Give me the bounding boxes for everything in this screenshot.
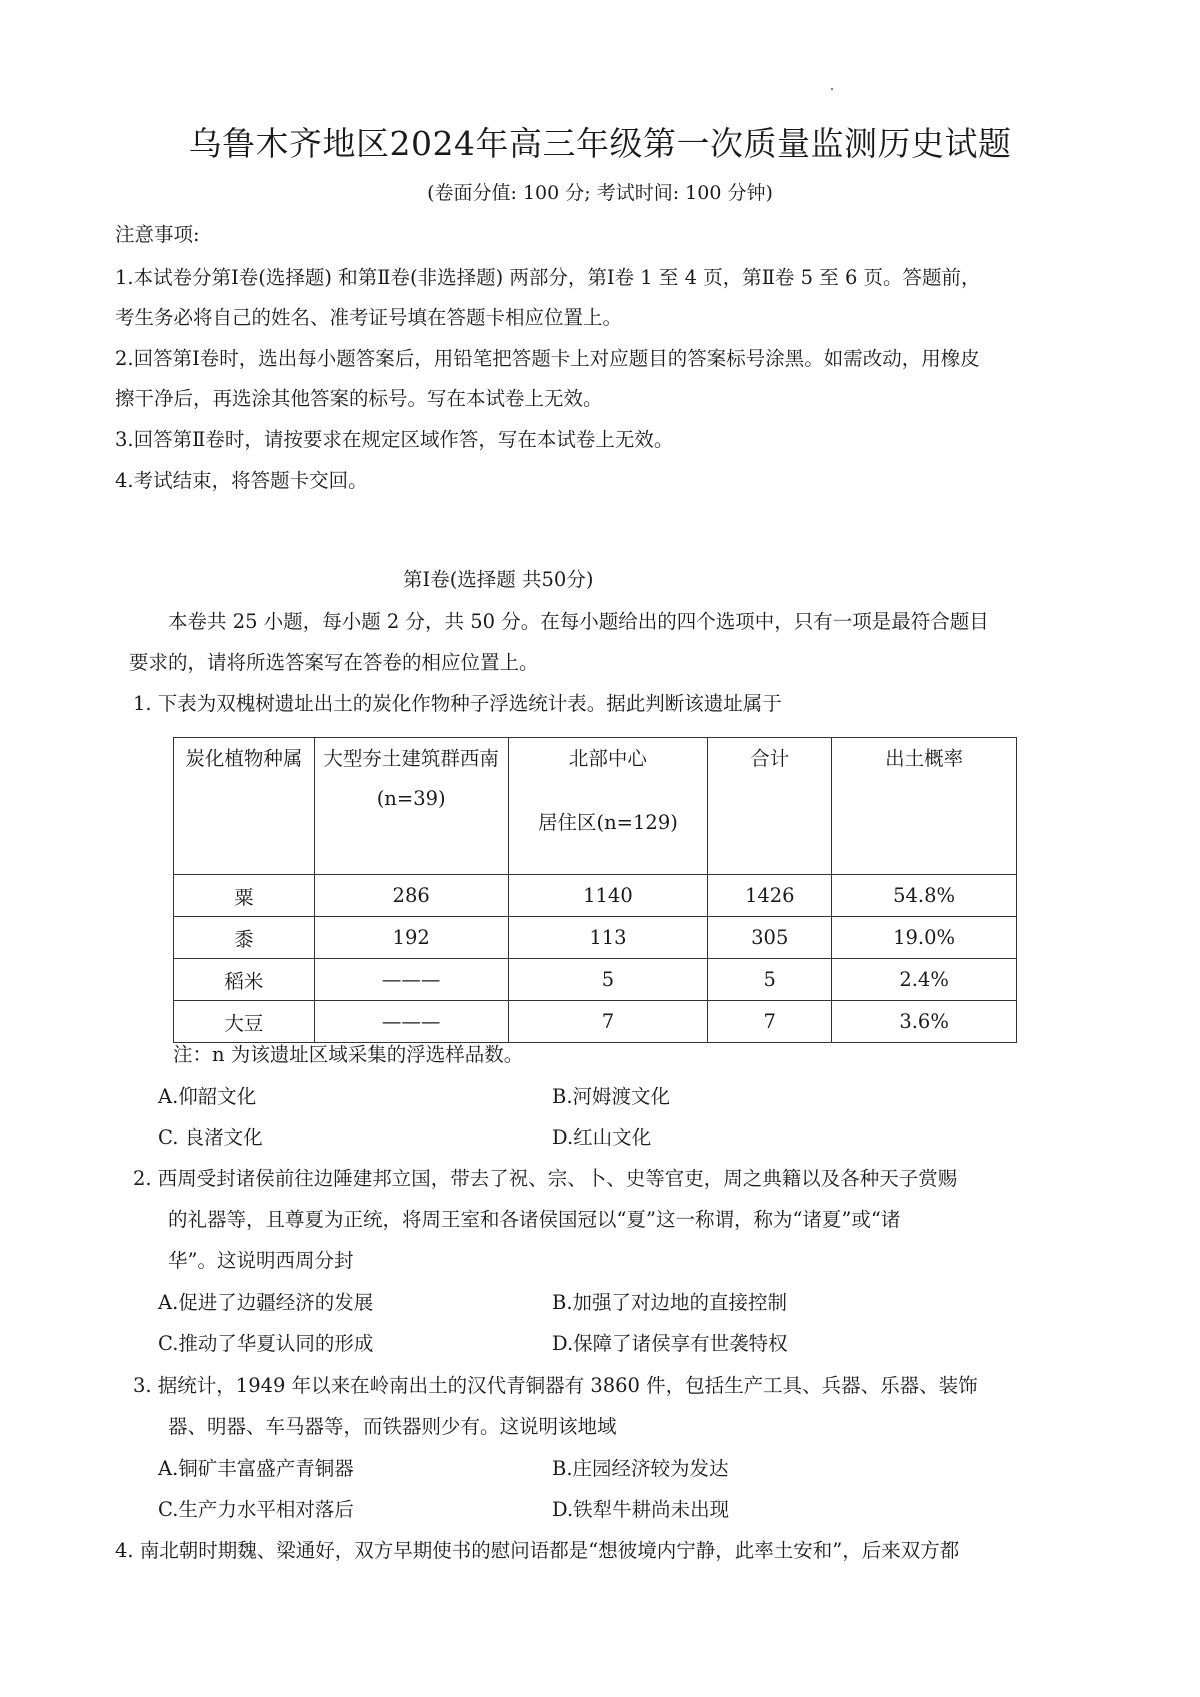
page-subtitle: (卷面分值: 100 分; 考试时间: 100 分钟) bbox=[427, 182, 773, 204]
table-cell: 粟 bbox=[174, 875, 315, 917]
notice-line: 3.回答第Ⅱ卷时，请按要求在规定区域作答，写在本试卷上无效。 bbox=[115, 428, 674, 451]
table-cell: 5 bbox=[708, 959, 832, 1001]
notice-line: 擦干净后，再选涂其他答案的标号。写在本试卷上无效。 bbox=[115, 387, 603, 410]
question-2-stem: 华”。这说明西周分封 bbox=[168, 1249, 354, 1272]
question-1-stem: 1. 下表为双槐树遗址出土的炭化作物种子浮选统计表。据此判断该遗址属于 bbox=[133, 692, 782, 715]
table-cell: 黍 bbox=[174, 917, 315, 959]
table-cell: 1426 bbox=[708, 875, 832, 917]
notice-line: 4.考试结束，将答题卡交回。 bbox=[115, 469, 368, 492]
table-row bbox=[174, 875, 1017, 917]
table-cell: 19.0% bbox=[832, 917, 1017, 959]
option-c: C.推动了华夏认同的形成 bbox=[158, 1332, 374, 1355]
table-cell: 305 bbox=[708, 917, 832, 959]
table-cell: ——— bbox=[314, 1001, 508, 1043]
option-d: D.铁犁牛耕尚未出现 bbox=[552, 1498, 730, 1521]
table-cell: 7 bbox=[708, 1001, 832, 1043]
table-cell: 5 bbox=[508, 959, 708, 1001]
option-c: C.生产力水平相对落后 bbox=[158, 1498, 354, 1521]
table-cell: ——— bbox=[314, 959, 508, 1001]
seed-statistics-table bbox=[173, 737, 1017, 1043]
table-header-cell: 炭化植物种属 bbox=[174, 738, 315, 875]
option-c: C. 良渚文化 bbox=[158, 1126, 263, 1149]
table-cell: 大豆 bbox=[174, 1001, 315, 1043]
table-note: 注：n 为该遗址区域采集的浮选样品数。 bbox=[173, 1043, 524, 1066]
table-header-row bbox=[174, 738, 1017, 875]
table-cell: 192 bbox=[314, 917, 508, 959]
scan-speck bbox=[831, 88, 833, 90]
table-row bbox=[174, 959, 1017, 1001]
question-3-stem: 3. 据统计，1949 年以来在岭南出土的汉代青铜器有 3860 件，包括生产工具、兵器、乐器、装饰 bbox=[133, 1374, 978, 1397]
notice-line: 2.回答第Ⅰ卷时，选出每小题答案后，用铅笔把答题卡上对应题目的答案标号涂黑。如需改动，用橡皮 bbox=[115, 347, 980, 370]
table-cell: 113 bbox=[508, 917, 708, 959]
question-3-stem: 器、明器、车马器等，而铁器则少有。这说明该地域 bbox=[168, 1415, 617, 1438]
option-d: D.红山文化 bbox=[552, 1126, 652, 1149]
question-2-stem: 2. 西周受封诸侯前往边陲建邦立国，带去了祝、宗、卜、史等官吏，周之典籍以及各种天子赏赐 bbox=[133, 1167, 958, 1190]
option-d: D.保障了诸侯享有世袭特权 bbox=[552, 1332, 788, 1355]
option-b: B.庄园经济较为发达 bbox=[552, 1457, 729, 1480]
table-header-cell: 出土概率 bbox=[832, 738, 1017, 875]
option-b: B.河姆渡文化 bbox=[552, 1085, 671, 1108]
table-cell: 2.4% bbox=[832, 959, 1017, 1001]
table-row bbox=[174, 917, 1017, 959]
table-header-cell: 合计 bbox=[708, 738, 832, 875]
table-header-cell: 北部中心 居住区(n=129) bbox=[508, 738, 708, 875]
table-cell: 7 bbox=[508, 1001, 708, 1043]
table-cell: 54.8% bbox=[832, 875, 1017, 917]
table-cell: 1140 bbox=[508, 875, 708, 917]
section-intro: 要求的，请将所选答案写在答卷的相应位置上。 bbox=[129, 651, 539, 674]
option-a: A.促进了边疆经济的发展 bbox=[158, 1291, 374, 1314]
option-a: A.铜矿丰富盛产青铜器 bbox=[158, 1457, 354, 1480]
option-a: A.仰韶文化 bbox=[158, 1085, 257, 1108]
question-4-stem: 4. 南北朝时期魏、梁通好，双方早期使书的慰问语都是“想彼境内宁静，此率土安和”，后来双方都 bbox=[115, 1539, 960, 1562]
notice-line: 1.本试卷分第Ⅰ卷(选择题) 和第Ⅱ卷(非选择题) 两部分，第Ⅰ卷 1 至 4 页，第Ⅱ卷 5 至 6 页。答题前， bbox=[115, 266, 981, 289]
option-b: B.加强了对边地的直接控制 bbox=[552, 1291, 788, 1314]
notice-line: 考生务必将自己的姓名、准考证号填在答题卡相应位置上。 bbox=[115, 306, 623, 329]
table-cell: 3.6% bbox=[832, 1001, 1017, 1043]
page-title: 乌鲁木齐地区2024年高三年级第一次质量监测历史试题 bbox=[188, 124, 1012, 163]
table-cell: 286 bbox=[314, 875, 508, 917]
question-2-stem: 的礼器等，且尊夏为正统，将周王室和各诸侯国冠以“夏”这一称谓，称为“诸夏”或“诸 bbox=[168, 1208, 901, 1231]
section-intro: 本卷共 25 小题，每小题 2 分，共 50 分。在每小题给出的四个选项中，只有一项是最符合题目 bbox=[168, 610, 989, 633]
notice-heading: 注意事项: bbox=[115, 223, 200, 246]
table-header-cell: 大型夯土建筑群西南 (n=39) bbox=[314, 738, 508, 875]
table-cell: 稻米 bbox=[174, 959, 315, 1001]
table-row bbox=[174, 1001, 1017, 1043]
section-heading: 第Ⅰ卷(选择题 共50分) bbox=[403, 568, 594, 591]
